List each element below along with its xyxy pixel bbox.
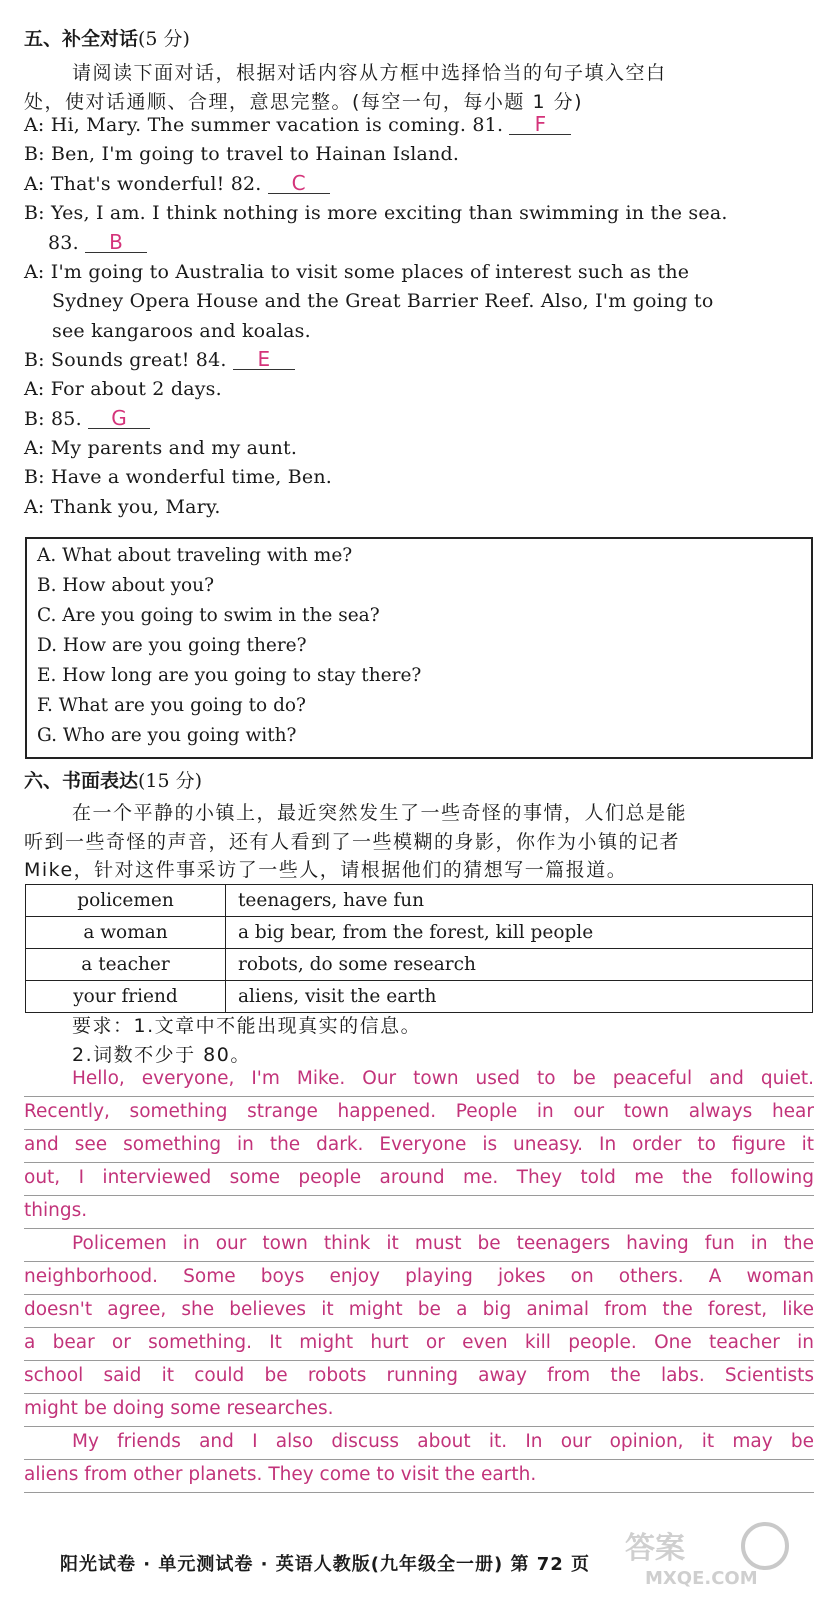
option-c: C. Are you going to swim in the sea? [37, 605, 380, 626]
section6-para-2: 听到一些奇怪的声音，还有人看到了一些模糊的身影，你作为小镇的记者 [24, 831, 681, 853]
table-cell-who: a teacher [26, 949, 226, 981]
essay-line: Hello, everyone, I'm Mike. Our town used to be peaceful and quiet. [24, 1064, 814, 1097]
essay-line: out, I interviewed some people around me. They told me the following [24, 1163, 814, 1196]
section5-score: (5 分) [138, 28, 190, 50]
answer-84: E [233, 349, 295, 370]
dialogue-text: A: Hi, Mary. The summer vacation is coming. 81. [24, 114, 504, 136]
section5-instruction-1: 请阅读下面对话，根据对话内容从方框中选择恰当的句子填入空白 [72, 62, 667, 84]
essay-line: and see something in the dark. Everyone is uneasy. In order to figure it [24, 1130, 814, 1163]
essay-line: things. [24, 1196, 814, 1229]
essay-line: neighborhood. Some boys enjoy playing jokes on others. A woman [24, 1262, 814, 1295]
svg-text:MXQE.COM: MXQE.COM [645, 1568, 758, 1588]
essay-line: school said it could be robots running away from the labs. Scientists [24, 1361, 814, 1394]
watermark-logo [615, 1518, 805, 1588]
option-g: G. Who are you going with? [37, 725, 297, 746]
option-b: B. How about you? [37, 575, 215, 596]
dialogue-line [48, 232, 147, 254]
requirement-2: 2.词数不少于 80。 [72, 1044, 251, 1066]
dialogue-line: A: Thank you, Mary. [24, 496, 221, 518]
option-f: F. What are you going to do? [37, 695, 306, 716]
option-e: E. How long are you going to stay there? [37, 665, 422, 686]
table-cell-guess: robots, do some research [226, 949, 813, 981]
dialogue-line: Sydney Opera House and the Great Barrier Reef. Also, I'm going to [52, 290, 714, 312]
table-cell-guess: a big bear, from the forest, kill people [226, 917, 813, 949]
table-row [26, 885, 813, 917]
table-cell-guess: teenagers, have fun [226, 885, 813, 917]
dialogue-line: A: For about 2 days. [24, 378, 222, 400]
essay-line: Recently, something strange happened. People in our town always hear [24, 1097, 814, 1130]
essay-line: might be doing some researches. [24, 1394, 814, 1427]
essay-line: aliens from other planets. They come to visit the earth. [24, 1460, 814, 1493]
svg-text:答案: 答案 [625, 1531, 685, 1566]
section6-heading [24, 766, 202, 793]
dialogue-line [24, 349, 295, 371]
section5-instruction-2: 处，使对话通顺、合理，意思完整。(每空一句，每小题 1 分) [24, 91, 583, 113]
dialogue-line [24, 408, 150, 430]
section5-title: 五、补全对话 [24, 28, 139, 50]
answer-82: C [268, 173, 330, 194]
section5-heading [24, 24, 190, 51]
dialogue-text: B: Sounds great! 84. [24, 349, 227, 371]
essay-line: My friends and I also discuss about it. In our opinion, it may be [24, 1427, 814, 1460]
section6-score: (15 分) [138, 770, 203, 792]
section6-para-3: Mike，针对这件事采访了一些人，请根据他们的猜想写一篇报道。 [24, 859, 628, 881]
requirement-1: 要求：1.文章中不能出现真实的信息。 [72, 1015, 422, 1037]
dialogue-line: B: Ben, I'm going to travel to Hainan Island. [24, 143, 460, 165]
table-row [26, 981, 813, 1013]
dialogue-line: B: Have a wonderful time, Ben. [24, 466, 333, 488]
dialogue-line: see kangaroos and koalas. [52, 320, 311, 342]
options-box [25, 537, 813, 759]
essay-line: a bear or something. It might hurt or even kill people. One teacher in [24, 1328, 814, 1361]
dialogue-line: B: Yes, I am. I think nothing is more exciting than swimming in the sea. [24, 202, 728, 224]
answer-83: B [85, 232, 147, 253]
table-cell-guess: aliens, visit the earth [226, 981, 813, 1013]
dialogue-line: A: My parents and my aunt. [24, 437, 298, 459]
option-a: A. What about traveling with me? [37, 545, 353, 566]
guess-table [25, 884, 813, 1013]
table-row [26, 917, 813, 949]
essay-line: doesn't agree, she believes it might be a big animal from the forest, like [24, 1295, 814, 1328]
table-row [26, 949, 813, 981]
section6-para-1: 在一个平静的小镇上，最近突然发生了一些奇怪的事情，人们总是能 [72, 802, 688, 824]
dialogue-line [24, 173, 330, 195]
essay-line: Policemen in our town think it must be teenagers having fun in the [24, 1229, 814, 1262]
table-cell-who: a woman [26, 917, 226, 949]
dialogue-line [24, 114, 571, 136]
answer-85: G [88, 408, 150, 429]
dialogue-text: 83. [48, 232, 79, 254]
section6-title: 六、书面表达 [24, 770, 139, 792]
table-cell-who: policemen [26, 885, 226, 917]
dialogue-line: A: I'm going to Australia to visit some places of interest such as the [24, 261, 690, 283]
dialogue-text: B: 85. [24, 408, 82, 430]
page-footer: 阳光试卷 · 单元测试卷 · 英语人教版(九年级全一册) 第 72 页 [60, 1554, 591, 1575]
dialogue-text: A: That's wonderful! 82. [24, 173, 262, 195]
table-cell-who: your friend [26, 981, 226, 1013]
answer-81: F [509, 114, 571, 135]
option-d: D. How are you going there? [37, 635, 307, 656]
